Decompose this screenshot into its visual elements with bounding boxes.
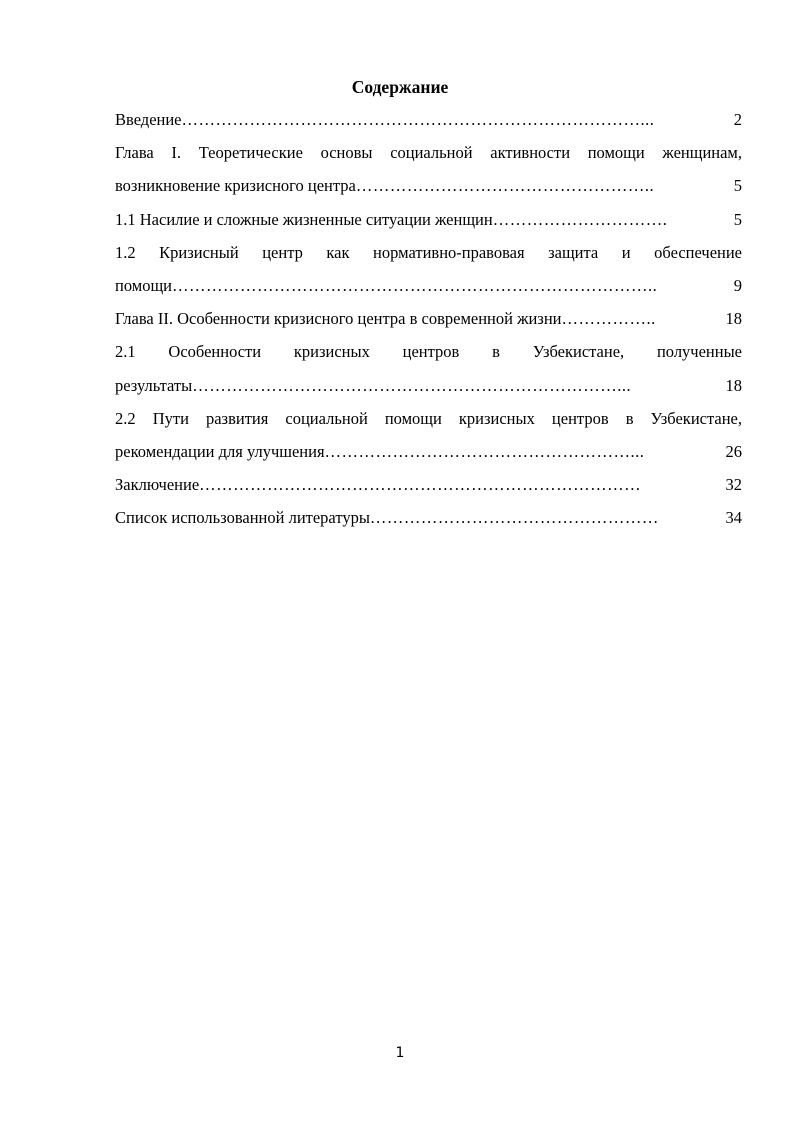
toc-entry-text: Список использованной литературы	[115, 508, 370, 528]
toc-entry-text: 1.2 Кризисный центр как нормативно-правовая защита и обеспечение	[115, 242, 742, 262]
toc-leader-dots: ………………………….	[492, 209, 668, 229]
toc-leader-dots: …………………………………………………………………………..	[172, 275, 658, 295]
toc-entry-text: 1.1 Насилие и сложные жизненные ситуации женщин	[115, 209, 493, 229]
toc-entry	[115, 506, 742, 539]
toc-entry-text: 2.2 Пути развития социальной помощи кризисных центров в Узбекистане,	[115, 408, 742, 428]
toc-leader-dots: ………………………………………………………………………...	[181, 110, 655, 129]
toc-leader-dots: ……………………………………………	[369, 508, 659, 528]
toc-leader-dots: ……………………………………………..	[355, 176, 655, 196]
toc-entry-text: Заключение	[115, 475, 200, 495]
toc-line	[115, 407, 742, 440]
toc-page-number: 5	[733, 209, 742, 229]
toc-entry-text: 2.1 Особенности кризисных центров в Узбекистане, полученные	[115, 342, 742, 362]
toc-line	[115, 307, 742, 340]
toc-line	[115, 340, 742, 373]
toc-page-number: 18	[725, 375, 742, 395]
toc-page-number: 5	[733, 176, 742, 196]
toc-line	[115, 506, 742, 539]
toc-leader-dots: …………………………………………………………………...	[192, 375, 632, 395]
toc-line	[115, 274, 742, 307]
toc-entry	[115, 208, 742, 241]
toc-entry-text: результаты	[115, 375, 193, 395]
page-title: Содержание	[351, 77, 449, 97]
toc-line	[115, 108, 742, 141]
toc-leader-dots: ……………………………………………………………………	[199, 475, 642, 495]
page-number: 1	[395, 1045, 405, 1061]
toc-entry	[115, 108, 742, 141]
table-of-contents	[115, 108, 742, 539]
toc-page-number: 9	[733, 275, 742, 295]
toc-line	[115, 440, 742, 473]
toc-entry-text: помощи	[115, 275, 172, 295]
toc-page-number: 2	[733, 110, 742, 129]
toc-entry-text: возникновение кризисного центра	[115, 176, 356, 196]
toc-page-number: 18	[725, 309, 742, 329]
toc-entry-text: Введение	[115, 110, 182, 129]
toc-line	[115, 174, 742, 207]
toc-leader-dots: ……………..	[561, 309, 656, 329]
toc-entry	[115, 340, 742, 406]
toc-line	[115, 241, 742, 274]
toc-line	[115, 473, 742, 506]
toc-entry	[115, 141, 742, 207]
toc-line	[115, 208, 742, 241]
toc-leader-dots: ………………………………………………...	[324, 441, 645, 461]
toc-entry-text: рекомендации для улучшения	[115, 441, 325, 461]
toc-line	[115, 141, 742, 174]
toc-entry	[115, 307, 742, 340]
toc-entry	[115, 241, 742, 307]
toc-entry	[115, 407, 742, 473]
toc-entry-text: Глава II. Особенности кризисного центра в современной жизни	[115, 309, 562, 329]
toc-entry-text: Глава I. Теоретические основы социальной активности помощи женщинам,	[115, 143, 742, 163]
toc-page-number: 26	[725, 441, 742, 461]
toc-page-number: 34	[725, 508, 742, 528]
toc-line	[115, 374, 742, 407]
toc-entry	[115, 473, 742, 506]
toc-page-number: 32	[725, 475, 742, 495]
